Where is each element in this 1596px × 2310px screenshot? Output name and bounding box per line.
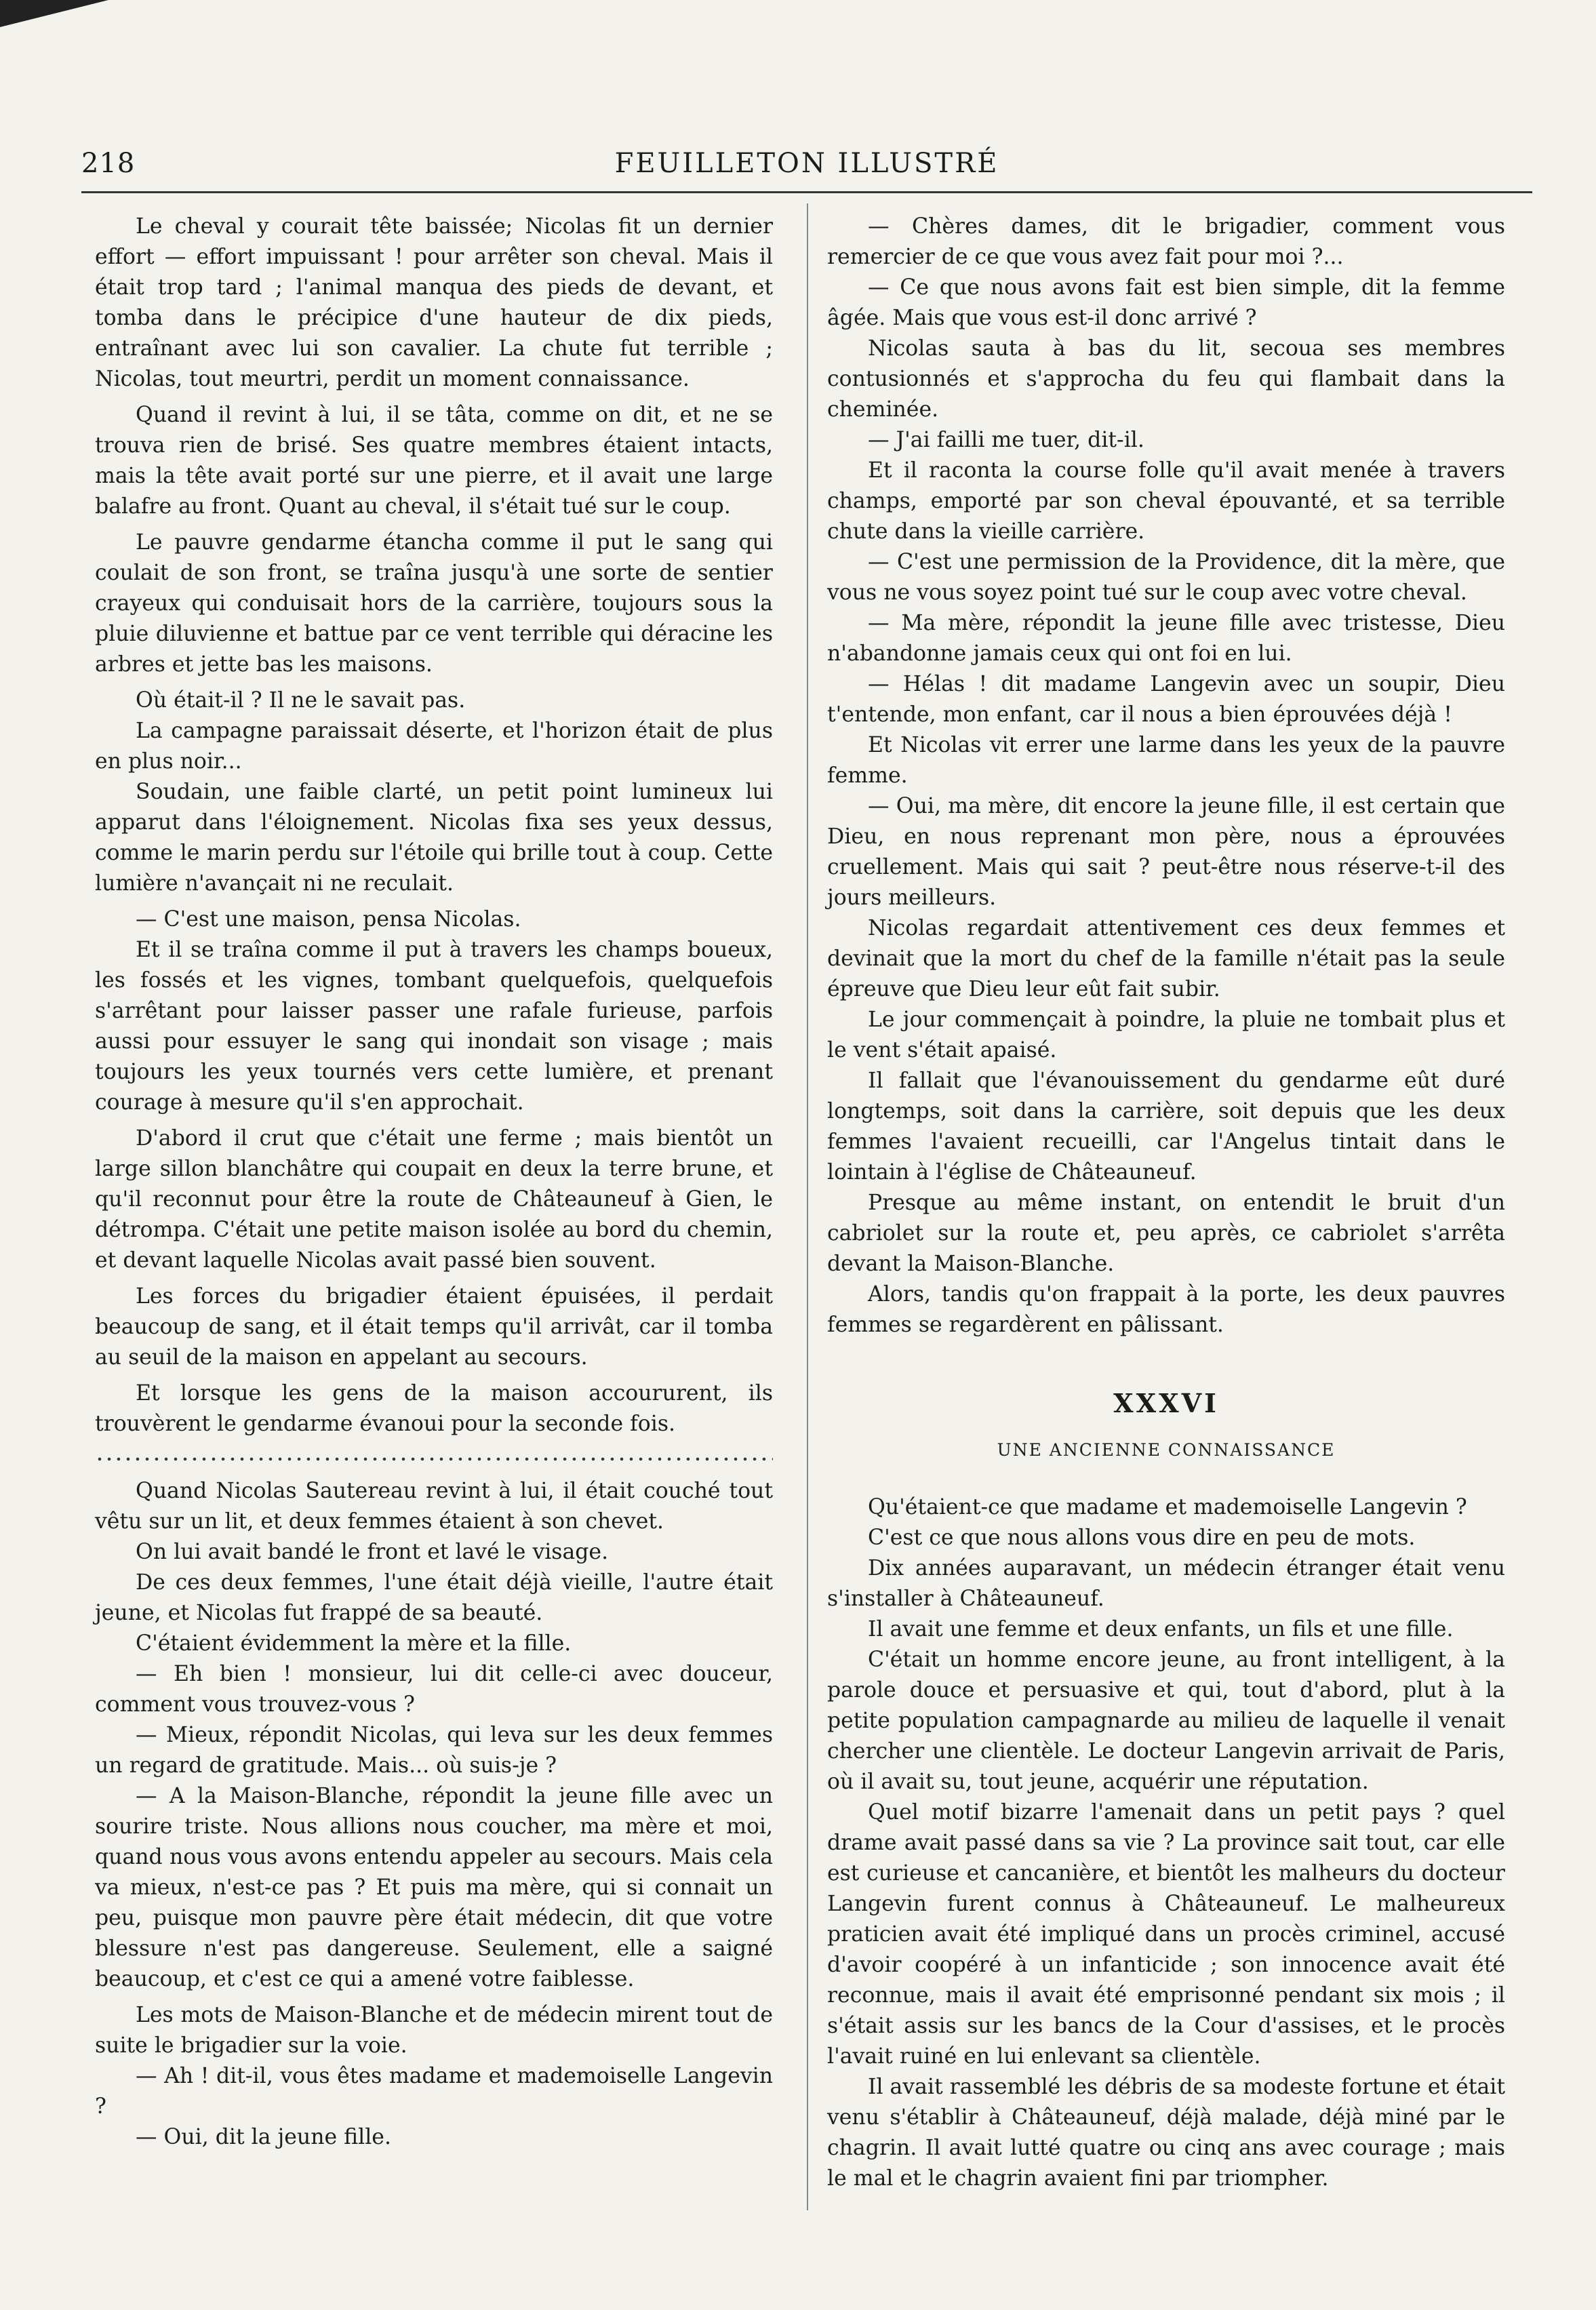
paragraph: Le jour commençait à poindre, la pluie ne tombait plus et le vent s'était apaisé.	[827, 1008, 1505, 1062]
paragraph: C'était un homme encore jeune, au front intelligent, à la parole douce et persuasive et qui, tout d'abord, plut à la petite population campagnarde au milieu de laquelle il venait chercher une clientèle. Le docteur Langevin arrivait de Paris, où il avait su, tout jeune, acquérir une réputation.	[827, 1648, 1505, 1794]
paragraph: — Hélas ! dit madame Langevin avec un soupir, Dieu t'entende, mon enfant, car il nous a bien éprouvées déjà !	[827, 672, 1505, 727]
paragraph: D'abord il crut que c'était une ferme ; mais bientôt un large sillon blanchâtre qui coupait en deux la terre brune, et qu'il reconnut pour être la route de Châteauneuf à Gien, le détrompa. C'était une petite maison isolée au bord du chemin, et devant laquelle Nicolas avait passé bien souvent.	[95, 1126, 773, 1273]
paragraph: — J'ai failli me tuer, dit-il.	[868, 428, 1144, 452]
paragraph: — Ma mère, répondit la jeune fille avec tristesse, Dieu n'abandonne jamais ceux qui ont foi en lui.	[827, 611, 1505, 666]
paragraph: — C'est une maison, pensa Nicolas.	[136, 907, 521, 932]
paragraph: — Ce que nous avons fait est bien simple, dit la femme âgée. Mais que vous est-il donc arrivé ?	[827, 275, 1505, 330]
column-divider	[807, 203, 808, 2210]
left-column	[95, 212, 773, 2153]
paragraph: — Oui, dit la jeune fille.	[136, 2125, 391, 2149]
paragraph: Le pauvre gendarme étancha comme il put le sang qui coulait de son front, se traîna jusqu'à une sorte de sentier crayeux qui conduisait hors de la carrière, toujours sous la pluie diluvienne et battue par ce vent terrible qui déracine les arbres et jette bas les maisons.	[95, 530, 773, 677]
paragraph: Il avait une femme et deux enfants, un fils et une fille.	[868, 1617, 1454, 1641]
paragraph: Et il raconta la course folle qu'il avait menée à travers champs, emporté par son cheval épouvanté, et sa terrible chute dans la vieille carrière.	[827, 458, 1505, 544]
paragraph: Qu'étaient-ce que madame et mademoiselle Langevin ?	[868, 1495, 1467, 1519]
paragraph: Il fallait que l'évanouissement du gendarme eût duré longtemps, soit dans la carrière, soit depuis que les deux femmes l'avaient recueilli, car l'Angelus tintait dans le lointain à l'église de Châteauneuf.	[827, 1069, 1505, 1184]
paragraph: Alors, tandis qu'on frappait à la porte, les deux pauvres femmes se regardèrent en pâlissant.	[827, 1282, 1505, 1337]
paragraph: Soudain, une faible clarté, un petit point lumineux lui apparut dans l'éloignement. Nicolas fixa ses yeux dessus, comme le marin perdu sur l'étoile qui brille tout à coup. Cette lumière n'avançait ni ne reculait.	[95, 780, 773, 896]
paragraph: — Ah ! dit-il, vous êtes madame et mademoiselle Langevin ?	[95, 2064, 773, 2119]
paragraph: Dix années auparavant, un médecin étranger était venu s'installer à Châteauneuf.	[827, 1556, 1505, 1611]
page-number: 218	[81, 148, 136, 179]
header-rule	[81, 191, 1532, 193]
chapter-title: UNE ANCIENNE CONNAISSANCE	[997, 1440, 1336, 1460]
paragraph: — Eh bien ! monsieur, lui dit celle-ci avec douceur, comment vous trouvez-vous ?	[95, 1662, 773, 1717]
corner-ink-mark	[0, 0, 108, 27]
paragraph: Quand il revint à lui, il se tâta, comme on dit, et ne se trouva rien de brisé. Ses quatre membres étaient intacts, mais la tête avait porté sur une pierre, et il avait une large balafre au front. Quant au cheval, il s'était tué sur le coup.	[95, 403, 773, 519]
paragraph: Quel motif bizarre l'amenait dans un petit pays ? quel drame avait passé dans sa vie ? La province sait tout, car elle est curieuse et cancanière, et bientôt les malheurs du docteur Langevin furent connus à Châteauneuf. Le malheureux praticien avait été impliqué dans un procès criminel, accusé d'avoir coopéré à un infanticide ; son innocence avait été reconnue, mais il avait été emprisonné pendant six mois ; il s'était assis sur les bancs de la Cour d'assises, et le procès l'avait ruiné en lui enlevant sa clientèle.	[827, 1800, 1505, 2069]
paragraph: — Mieux, répondit Nicolas, qui leva sur les deux femmes un regard de gratitude. Mais... où suis-je ?	[95, 1723, 773, 1778]
paragraph: De ces deux femmes, l'une était déjà vieille, l'autre était jeune, et Nicolas fut frappé de sa beauté.	[95, 1570, 773, 1625]
paragraph: Il avait rassemblé les débris de sa modeste fortune et était venu s'établir à Châteauneuf, déjà malade, déjà miné par le chagrin. Il avait lutté quatre ou cinq ans avec courage ; mais le mal et le chagrin avaient fini par triompher.	[827, 2075, 1505, 2191]
paragraph: — A la Maison-Blanche, répondit la jeune fille avec un sourire triste. Nous allions nous coucher, ma mère et moi, quand nous vous avons entendu appeler au secours. Mais cela va mieux, n'est-ce pas ? Et puis ma mère, qui si connait un peu, puisque mon pauvre père était médecin, dit que votre blessure n'est pas dangereuse. Seulement, elle a saigné beaucoup, et c'est ce qui a amené votre faiblesse.	[95, 1784, 773, 1991]
right-column	[827, 212, 1505, 2194]
paragraph: On lui avait bandé le front et lavé le visage.	[136, 1540, 609, 1564]
paragraph: Nicolas regardait attentivement ces deux femmes et devinait que la mort du chef de la famille n'était pas la seule épreuve que Dieu leur eût fait subir.	[827, 916, 1505, 1001]
paragraph: C'étaient évidemment la mère et la fille.	[136, 1631, 572, 1656]
paragraph: — Oui, ma mère, dit encore la jeune fille, il est certain que Dieu, en nous reprenant mon père, nous a éprouvées cruellement. Mais qui sait ? peut-être nous réserve-t-il des jours meilleurs.	[827, 794, 1505, 910]
paragraph: Et lorsque les gens de la maison accoururent, ils trouvèrent le gendarme évanoui pour la seconde fois.	[95, 1381, 773, 1436]
paragraph: — Chères dames, dit le brigadier, comment vous remercier de ce que vous avez fait pour moi ?...	[827, 214, 1505, 269]
paragraph: Les forces du brigadier étaient épuisées, il perdait beaucoup de sang, et il était temps qu'il arrivât, car il tomba au seuil de la maison en appelant au secours.	[95, 1284, 773, 1370]
paragraph: Presque au même instant, on entendit le bruit d'un cabriolet sur la route et, peu après, ce cabriolet s'arrêta devant la Maison-Blanche.	[827, 1191, 1505, 1276]
paragraph: Et il se traîna comme il put à travers les champs boueux, les fossés et les vignes, tombant quelquefois, quelquefois s'arrêtant pour laisser passer une rafale furieuse, parfois aussi pour essuyer le sang qui inondait son visage ; mais toujours les yeux tournés vers cette lumière, et prenant courage à mesure qu'il s'en approchait.	[95, 938, 773, 1115]
dotted-separator	[95, 1457, 773, 1461]
paragraph: — C'est une permission de la Providence, dit la mère, que vous ne vous soyez point tué sur le coup avec votre cheval.	[827, 550, 1505, 605]
running-head	[81, 148, 1532, 188]
paragraph: La campagne paraissait déserte, et l'horizon était de plus en plus noir...	[95, 719, 773, 774]
paragraph: Nicolas sauta à bas du lit, secoua ses membres contusionnés et s'approcha du feu qui flambait dans la cheminée.	[827, 336, 1505, 422]
paragraph: C'est ce que nous allons vous dire en peu de mots.	[868, 1526, 1416, 1550]
chapter-number: XXXVI	[1113, 1388, 1219, 1418]
running-title: FEUILLETON ILLUSTRÉ	[614, 148, 999, 179]
paragraph: Quand Nicolas Sautereau revint à lui, il était couché tout vêtu sur un lit, et deux femmes étaient à son chevet.	[95, 1479, 773, 1534]
paragraph: Les mots de Maison-Blanche et de médecin mirent tout de suite le brigadier sur la voie.	[95, 2003, 773, 2058]
paragraph: Et Nicolas vit errer une larme dans les yeux de la pauvre femme.	[827, 733, 1505, 788]
paragraph: Le cheval y courait tête baissée; Nicolas fit un dernier effort — effort impuissant ! pour arrêter son cheval. Mais il était trop tard ; l'animal manqua des pieds de devant, et tomba dans le précipice d'une hauteur de dix pieds, entraînant avec lui son cavalier. La chute fut terrible ; Nicolas, tout meurtri, perdit un moment connaissance.	[95, 214, 773, 391]
paragraph: Où était-il ? Il ne le savait pas.	[136, 688, 466, 713]
